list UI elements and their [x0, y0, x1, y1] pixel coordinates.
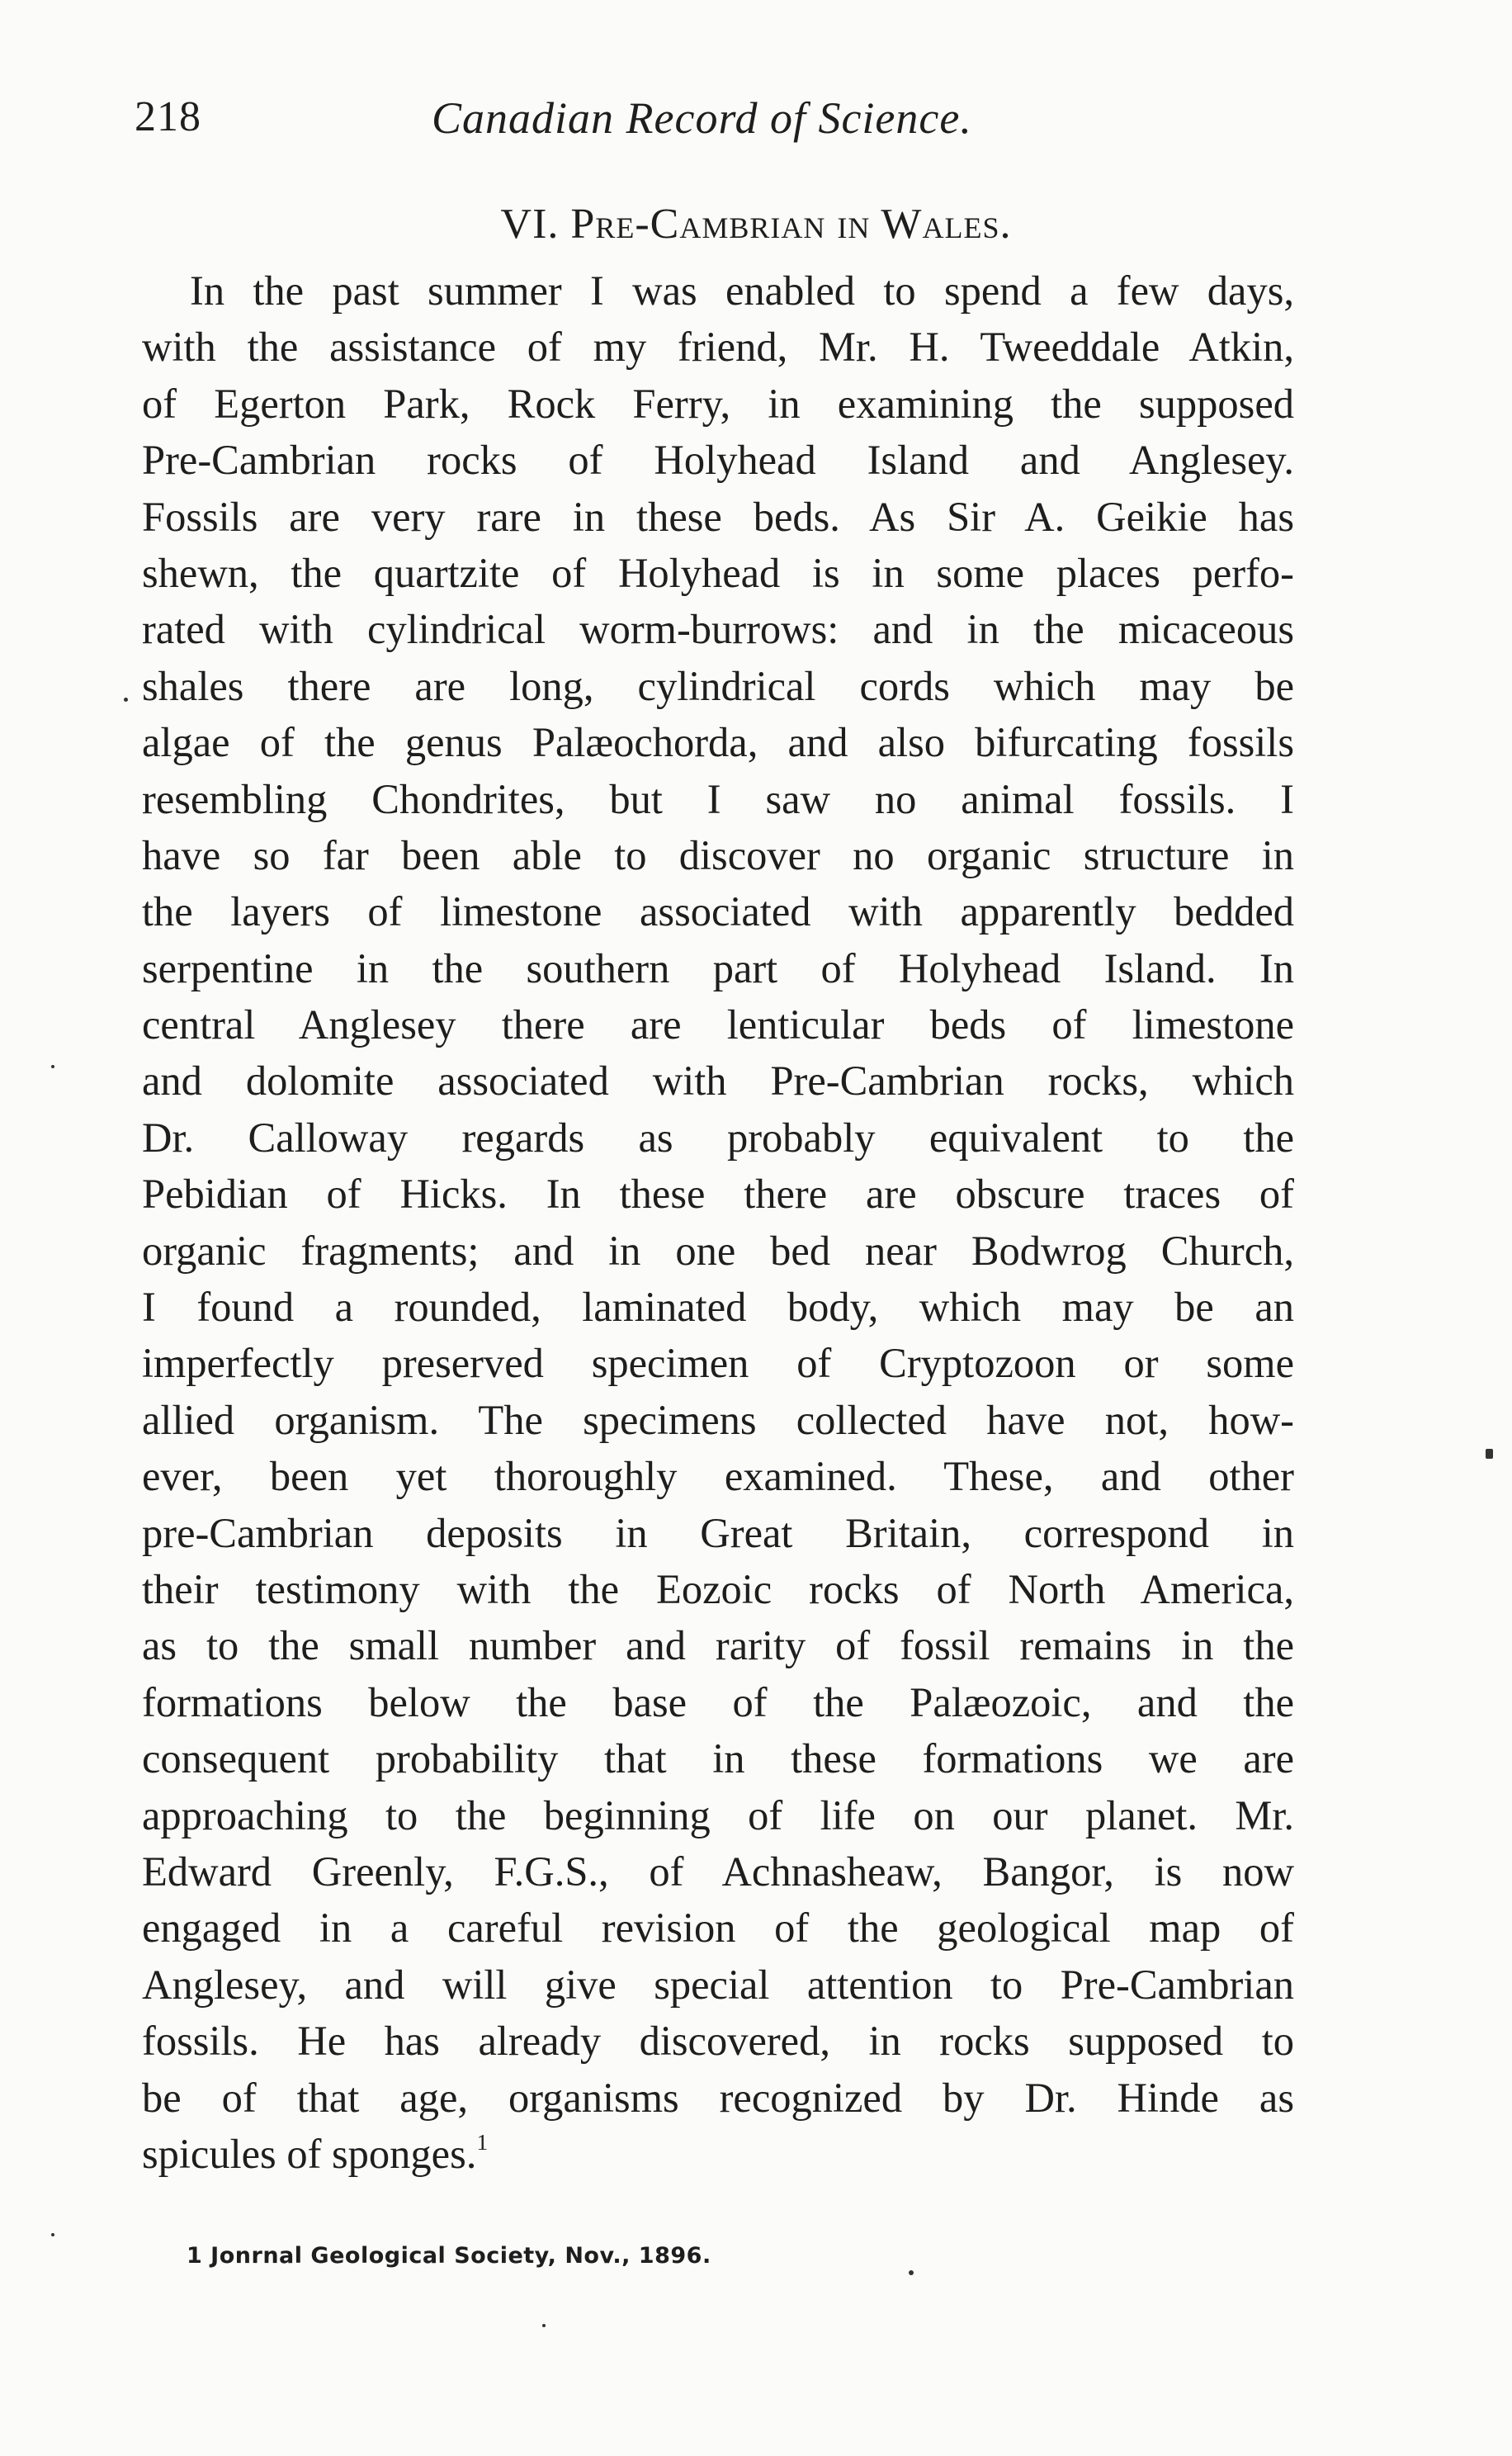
body-line: organic fragments; and in one bed near Bodwrog Church, [142, 1227, 1294, 1274]
body-line: rated with cylindrical worm-burrows: and in the micaceous [142, 606, 1294, 653]
footnote-reference: 1 [476, 2129, 489, 2156]
page-number: 218 [135, 93, 201, 140]
body-line: Pebidian of Hicks. In these there are obscure traces of [142, 1171, 1294, 1218]
scan-speck [542, 2324, 546, 2327]
section-heading: VI. Pre-Cambrian in Wales. [500, 201, 1012, 248]
body-line: of Egerton Park, Rock Ferry, in examining the supposed [142, 380, 1294, 427]
scan-speck [51, 1065, 54, 1068]
body-line-final-text: spicules of sponges. [142, 2130, 477, 2177]
body-line: consequent probability that in these formations we are [142, 1735, 1294, 1782]
body-line: serpentine in the southern part of Holyhead Island. In [142, 944, 1294, 991]
scan-speck [124, 698, 128, 702]
body-line: shales there are long, cylindrical cords which may be [142, 662, 1294, 709]
body-line: their testimony with the Eozoic rocks of North America, [142, 1565, 1294, 1612]
body-line: imperfectly preserved specimen of Cryptozoon or some [142, 1340, 1294, 1387]
body-line: and dolomite associated with Pre-Cambrian rocks, which [142, 1058, 1294, 1105]
body-line: pre-Cambrian deposits in Great Britain, correspond in [142, 1509, 1294, 1556]
body-line: I found a rounded, laminated body, which may be an [142, 1284, 1294, 1331]
body-line: be of that age, organisms recognized by Dr. Hinde as [142, 2074, 1294, 2121]
body-line: Pre-Cambrian rocks of Holyhead Island and Anglesey. [142, 437, 1294, 484]
body-line: allied organism. The specimens collected have not, how- [142, 1396, 1294, 1443]
body-line: Anglesey, and will give special attention to Pre-Cambrian [142, 1961, 1294, 2008]
page-header [135, 92, 1373, 159]
body-line: fossils. He has already discovered, in rocks supposed to [142, 2018, 1294, 2065]
body-line: In the past summer I was enabled to spend a few days, [190, 267, 1294, 314]
body-line: the layers of limestone associated with apparently bedded [142, 888, 1294, 935]
body-line: Fossils are very rare in these beds. As Sir A. Geikie has [142, 493, 1294, 540]
scan-speck [1486, 1449, 1493, 1459]
scan-speck [909, 2270, 914, 2275]
body-line: resembling Chondrites, but I saw no animal fossils. I [142, 775, 1294, 822]
scan-speck [51, 2233, 54, 2236]
body-line: Dr. Calloway regards as probably equivalent to the [142, 1114, 1294, 1161]
body-line: Edward Greenly, F.G.S., of Achnasheaw, Bangor, is now [142, 1848, 1294, 1895]
body-line: algae of the genus Palæochorda, and also bifurcating fossils [142, 719, 1294, 766]
body-line: central Anglesey there are lenticular beds of limestone [142, 1001, 1294, 1048]
body-line: ever, been yet thoroughly examined. These, and other [142, 1453, 1294, 1500]
body-paragraph [142, 263, 1294, 2182]
body-line: shewn, the quartzite of Holyhead is in some places perfo- [142, 549, 1294, 596]
footnote: 1 Jonrnal Geological Society, Nov., 1896. [187, 2243, 711, 2269]
body-line: have so far been able to discover no organic structure in [142, 831, 1294, 878]
running-title: Canadian Record of Science. [432, 93, 972, 143]
body-line: as to the small number and rarity of fossil remains in the [142, 1622, 1294, 1669]
body-line-final [142, 2126, 1294, 2182]
body-line: engaged in a careful revision of the geological map of [142, 1905, 1294, 1952]
body-line: approaching to the beginning of life on our planet. Mr. [142, 1791, 1294, 1838]
body-line: with the assistance of my friend, Mr. H. Tweeddale Atkin, [142, 324, 1294, 371]
body-line: formations below the base of the Palæozoic, and the [142, 1678, 1294, 1725]
